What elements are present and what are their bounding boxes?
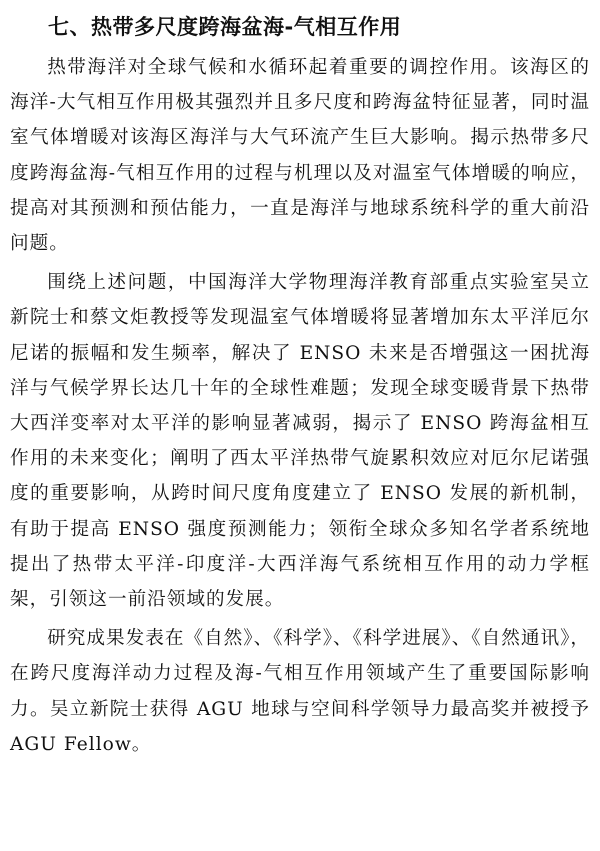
paragraph-findings: 围绕上述问题，中国海洋大学物理海洋教育部重点实验室吴立新院士和蔡文炬教授等发现温室气体增暖将显著增加东太平洋厄尔尼诺的振幅和发生频率，解决了 ENSO 未来是否增强这一困扰海洋与气候学界长达几十年的全球性难题；发现全球变暖背景下热带大西洋变率对太平洋的影响显著减弱，揭示了 ENSO 跨海盆相互作用的未来变化；阐明了西太平洋热带气旋累积效应对厄尔尼诺强度的重要影响，从跨时间尺度角度建立了 ENSO 发展的新机制，有助于提高 ENSO 强度预测能力；领衔全球众多知名学者系统地提出了热带太平洋-印度洋-大西洋海气系统相互作用的动力学框架，引领这一前沿领域的发展。 [10,272,590,611]
paragraph-impact: 研究成果发表在《自然》、《科学》、《科学进展》、《自然通讯》，在跨尺度海洋动力过程及海-气相互作用领域产生了重要国际影响力。吴立新院士获得 AGU 地球与空间科学领导力最高奖并被授予 AGU Fellow。 [10,628,590,755]
section-heading: 七、热带多尺度跨海盆海-气相互作用 [48,15,402,39]
paragraph-intro: 热带海洋对全球气候和水循环起着重要的调控作用。该海区的海洋-大气相互作用极其强烈并且多尺度和跨海盆特征显著，同时温室气体增暖对该海区海洋与大气环流产生巨大影响。揭示热带多尺度跨海盆海-气相互作用的过程与机理以及对温室气体增暖的响应，提高对其预测和预估能力，一直是海洋与地球系统科学的重大前沿问题。 [10,57,590,255]
